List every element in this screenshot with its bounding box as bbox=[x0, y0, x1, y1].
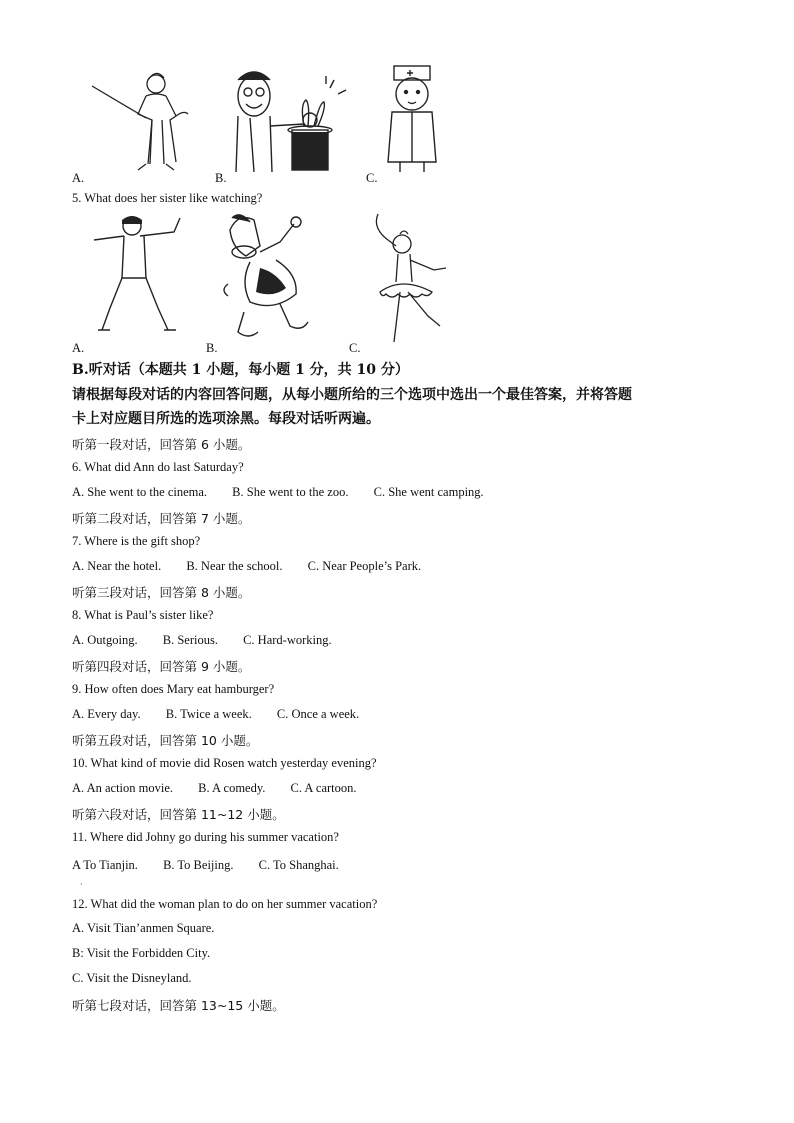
q6-option-a: A. She went to the cinema. bbox=[72, 485, 208, 499]
question-8: 8. What is Paul’s sister like? bbox=[72, 608, 214, 622]
q11-options bbox=[72, 858, 361, 873]
q8-option-b: B. Serious. bbox=[162, 633, 218, 647]
q12-option-b: B: Visit the Forbidden City. bbox=[72, 946, 211, 960]
q10-options bbox=[72, 781, 379, 796]
cue-q7: 听第二段对话，回答第 7 小题。 bbox=[72, 511, 251, 526]
q9-option-a: A. Every day. bbox=[72, 707, 141, 721]
q5-option-b-letter: B. bbox=[206, 341, 218, 355]
cue-q11-12: 听第六段对话，回答第 11~12 小题。 bbox=[72, 807, 285, 822]
cue-q6: 听第一段对话，回答第 6 小题。 bbox=[72, 437, 251, 452]
question-7: 7. Where is the gift shop? bbox=[72, 534, 201, 548]
question-10: 10. What kind of movie did Rosen watch yesterday evening? bbox=[72, 756, 377, 770]
ballet-dancer-illustration bbox=[360, 212, 450, 348]
q12-option-c: C. Visit the Disneyland. bbox=[72, 971, 192, 985]
q4-option-b-letter: B. bbox=[215, 171, 227, 185]
q9-options bbox=[72, 707, 381, 722]
q8-option-a: A. Outgoing. bbox=[72, 633, 138, 647]
cartoon-goofy-illustration bbox=[220, 212, 314, 344]
q4-option-c-letter: C. bbox=[366, 171, 378, 185]
question-6: 6. What did Ann do last Saturday? bbox=[72, 460, 244, 474]
q4-picture-options bbox=[72, 64, 532, 184]
q10-option-c: C. A cartoon. bbox=[290, 781, 357, 795]
q9-option-c: C. Once a week. bbox=[276, 707, 360, 721]
q7-options bbox=[72, 559, 443, 574]
q5-picture-options bbox=[72, 212, 532, 358]
cue-q10: 听第五段对话，回答第 10 小题。 bbox=[72, 733, 259, 748]
q6-option-c: C. She went camping. bbox=[373, 485, 484, 499]
q8-options bbox=[72, 633, 354, 648]
section-b-instruction-line-2: 卡上对应题目所选的选项涂黑。每段对话听两遍。 bbox=[72, 411, 380, 427]
q12-option-a: A. Visit Tian’anmen Square. bbox=[72, 921, 215, 935]
q4-option-a-letter: A. bbox=[72, 171, 85, 185]
cue-q8: 听第三段对话，回答第 8 小题。 bbox=[72, 585, 251, 600]
q8-option-c: C. Hard-working. bbox=[243, 633, 332, 647]
conductor-illustration bbox=[90, 66, 200, 178]
q7-option-a: A. Near the hotel. bbox=[72, 559, 162, 573]
section-b-instruction-line-1: 请根据每段对话的内容回答问题，从每小题所给的三个选项中选出一个最佳答案，并将答题 bbox=[72, 387, 632, 403]
q10-option-a: A. An action movie. bbox=[72, 781, 174, 795]
question-12: 12. What did the woman plan to do on her summer vacation? bbox=[72, 897, 378, 911]
q9-option-b: B. Twice a week. bbox=[165, 707, 252, 721]
q5-option-a-letter: A. bbox=[72, 341, 85, 355]
q5-option-c-letter: C. bbox=[349, 341, 361, 355]
magician-illustration bbox=[230, 68, 350, 178]
q7-option-b: B. Near the school. bbox=[186, 559, 283, 573]
q11-option-c: C. To Shanghai. bbox=[258, 858, 339, 872]
q7-option-c: C. Near People’s Park. bbox=[307, 559, 422, 573]
question-11: 11. Where did Johny go during his summer vacation? bbox=[72, 830, 339, 844]
kung-fu-illustration bbox=[84, 212, 194, 338]
question-5: 5. What does her sister like watching? bbox=[72, 191, 263, 205]
section-b-heading: B.听对话（本题共 1 小题，每小题 1 分，共 10 分） bbox=[72, 362, 409, 378]
doctor-illustration bbox=[384, 64, 446, 178]
q10-option-b: B. A comedy. bbox=[198, 781, 266, 795]
question-9: 9. How often does Mary eat hamburger? bbox=[72, 682, 275, 696]
q6-options bbox=[72, 485, 506, 500]
cue-q13-15: 听第七段对话，回答第 13~15 小题。 bbox=[72, 998, 285, 1013]
stray-mark: · bbox=[80, 880, 83, 889]
q11-option-a: A To Tianjin. bbox=[72, 858, 138, 872]
q11-option-b: B. To Beijing. bbox=[163, 858, 234, 872]
cue-q9: 听第四段对话，回答第 9 小题。 bbox=[72, 659, 251, 674]
q6-option-b: B. She went to the zoo. bbox=[232, 485, 349, 499]
